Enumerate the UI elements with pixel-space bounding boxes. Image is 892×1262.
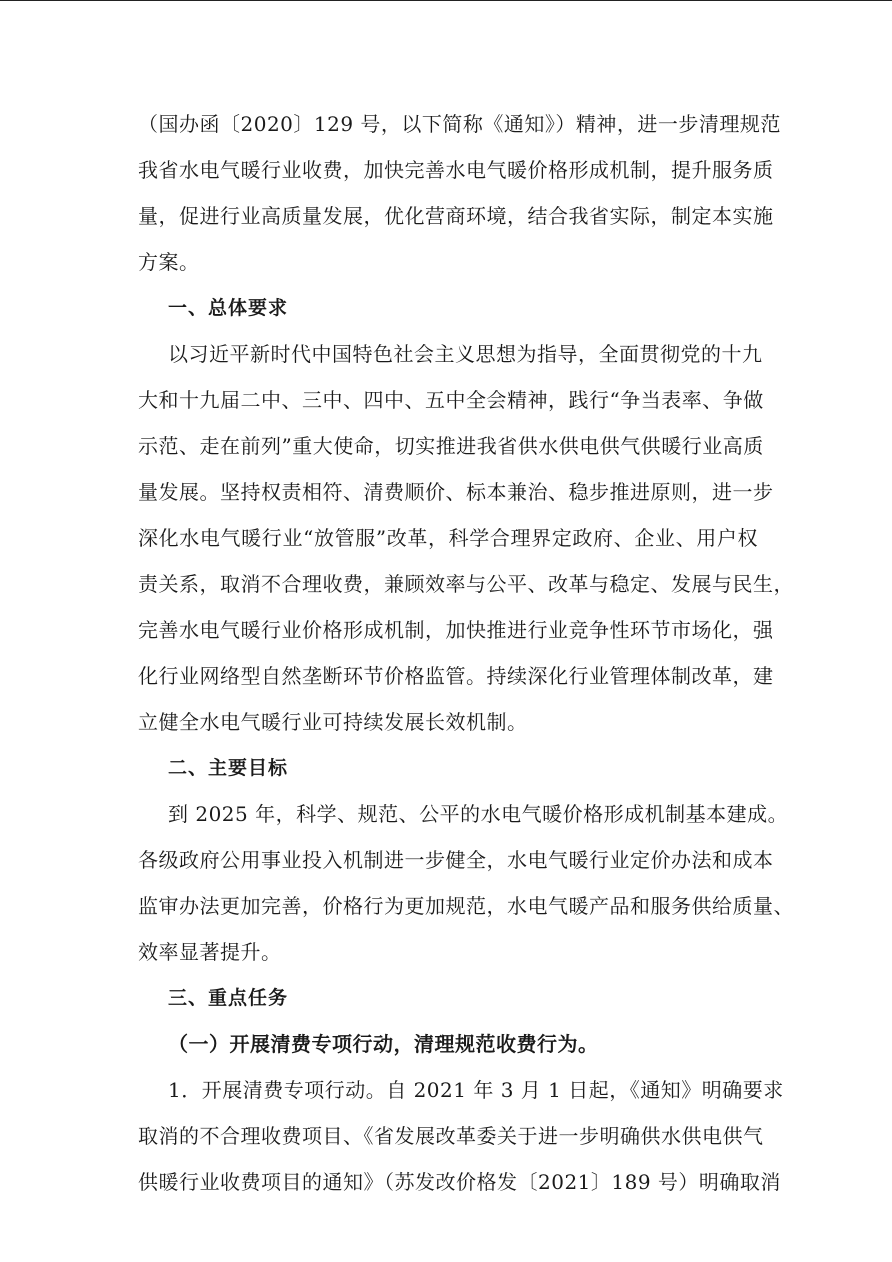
paragraph-line: 以习近平新时代中国特色社会主义思想为指导，全面贯彻党的十九	[168, 342, 763, 366]
paragraph-line: 示范、走在前列”重大使命，切实推进我省供水供电供气供暖行业高质	[138, 434, 764, 458]
paragraph-line: 大和十九届二中、三中、四中、五中全会精神，践行“争当表率、争做	[138, 388, 764, 412]
paragraph-line: 完善水电气暖行业价格形成机制，加快推进行业竞争性环节市场化，强	[138, 618, 774, 642]
section-heading-general-requirements: 一、总体要求	[168, 297, 289, 319]
paragraph-line: 1．开展清费专项行动。自 2021 年 3 月 1 日起，《通知》明确要求	[168, 1078, 784, 1102]
paragraph-line: 监审办法更加完善，价格行为更加规范，水电气暖产品和服务供给质量、	[138, 894, 794, 918]
main-targets-paragraph	[138, 791, 794, 975]
key-tasks-paragraph	[138, 1067, 784, 1205]
section-heading-key-tasks: 三、重点任务	[168, 987, 289, 1009]
paragraph-line: 取消的不合理收费项目、《省发展改革委关于进一步明确供水供电供气	[138, 1124, 764, 1148]
subsection-heading-fee-action: （一）开展清费专项行动，清理规范收费行为。	[168, 1032, 599, 1056]
paragraph-line: 化行业网络型自然垄断环节价格监管。持续深化行业管理体制改革，建	[138, 664, 774, 688]
paragraph-line: 方案。	[138, 250, 200, 274]
general-requirements-paragraph	[138, 331, 794, 745]
paragraph-line: 量，促进行业高质量发展，优化营商环境，结合我省实际，制定本实施	[138, 204, 774, 228]
page-top-border	[0, 0, 892, 1]
paragraph-line: 到 2025 年，科学、规范、公平的水电气暖价格形成机制基本建成。	[168, 802, 789, 826]
paragraph-line: 效率显著提升。	[138, 940, 282, 964]
section-heading-main-targets: 二、主要目标	[168, 757, 289, 779]
paragraph-line: 责关系，取消不合理收费，兼顾效率与公平、改革与稳定、发展与民生，	[138, 572, 794, 596]
paragraph-line: 量发展。坚持权责相符、清费顺价、标本兼治、稳步推进原则，进一步	[138, 480, 774, 504]
paragraph-line: 立健全水电气暖行业可持续发展长效机制。	[138, 710, 528, 734]
paragraph-line: 我省水电气暖行业收费，加快完善水电气暖价格形成机制，提升服务质	[138, 158, 774, 182]
paragraph-line: （国办函〔2020〕129 号，以下简称《通知》）精神，进一步清理规范	[138, 112, 781, 136]
document-body	[138, 101, 794, 1205]
paragraph-line: 供暖行业收费项目的通知》（苏发改价格发〔2021〕189 号）明确取消	[138, 1170, 781, 1194]
intro-paragraph	[138, 101, 781, 285]
paragraph-line: 各级政府公用事业投入机制进一步健全，水电气暖行业定价办法和成本	[138, 848, 774, 872]
paragraph-line: 深化水电气暖行业“放管服”改革，科学合理界定政府、企业、用户权	[138, 526, 758, 550]
